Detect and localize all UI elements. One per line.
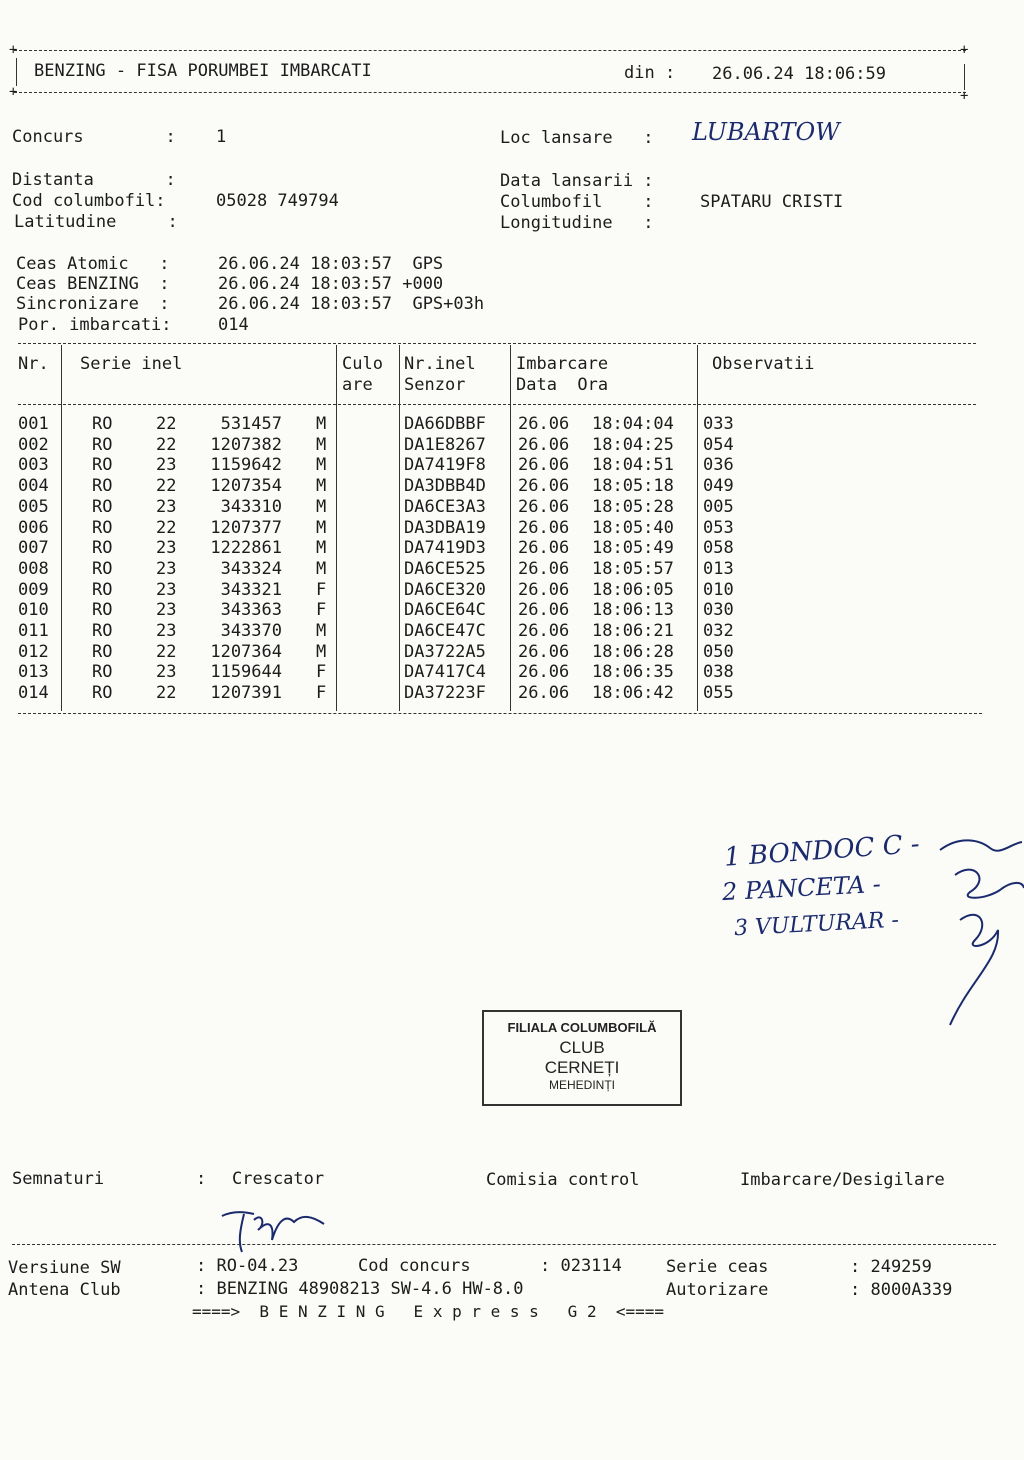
- cell-ora: 18:04:25: [592, 434, 674, 455]
- cell-nr: 010: [18, 600, 49, 621]
- ceas-atomic-label: Ceas Atomic :: [16, 254, 170, 274]
- ceas-benzing-label: Ceas BENZING :: [16, 274, 170, 294]
- header-data-ora: Data Ora: [516, 375, 609, 395]
- header-corner: +: [960, 42, 969, 58]
- cell-tara: RO: [92, 434, 113, 455]
- header-left-border: [16, 58, 17, 86]
- handwritten-note-2: 2 PANCETA -: [721, 869, 882, 907]
- signature-crescator-label: Crescator: [232, 1169, 325, 1189]
- cell-ora: 18:06:35: [592, 662, 674, 683]
- benzing-express-banner: ====> B E N Z I N G E x p r e s s G 2 <====: [192, 1302, 665, 1321]
- cell-ora: 18:06:42: [592, 683, 674, 704]
- col-sep: [61, 345, 62, 711]
- cell-an: 22: [156, 434, 177, 455]
- cell-ora: 18:04:51: [592, 455, 674, 476]
- cell-tara: RO: [92, 600, 113, 621]
- header-imbarcare: Imbarcare: [516, 354, 609, 374]
- cell-an: 23: [156, 600, 177, 621]
- cell-tara: RO: [92, 476, 113, 497]
- cell-nr: 004: [18, 476, 49, 497]
- signatures-colon: :: [196, 1169, 207, 1189]
- serie-ceas-label: Serie ceas: [666, 1257, 769, 1277]
- sincronizare-value: 26.06.24 18:03:57 GPS+03h: [218, 294, 485, 314]
- cell-an: 23: [156, 538, 177, 559]
- signatures-label: Semnaturi: [12, 1169, 105, 1189]
- cell-inel: 343324: [220, 558, 282, 579]
- cell-inel: 1159644: [210, 662, 282, 683]
- club-stamp: [482, 1010, 682, 1106]
- cell-senzor: DA37223F: [404, 683, 486, 704]
- cell-an: 23: [156, 662, 177, 683]
- cell-tara: RO: [92, 579, 113, 600]
- cell-an: 22: [156, 641, 177, 662]
- cell-data: 26.06: [518, 662, 570, 683]
- header-corner: +: [9, 42, 18, 58]
- cell-senzor: DA3722A5: [404, 641, 486, 662]
- cell-inel: 1159642: [210, 455, 282, 476]
- cell-obs: 036: [703, 455, 734, 476]
- cell-senzor: DA6CE320: [404, 579, 486, 600]
- cell-data: 26.06: [518, 538, 570, 559]
- cell-inel: 1207364: [210, 641, 282, 662]
- cell-obs: 010: [703, 579, 734, 600]
- header-right-border: [964, 64, 965, 90]
- cell-ora: 18:05:40: [592, 517, 674, 538]
- cod-concurs-value: : 023114: [540, 1256, 622, 1276]
- header-culoare: are: [342, 375, 373, 395]
- col-sep: [399, 345, 400, 711]
- cell-senzor: DA7419D3: [404, 538, 486, 559]
- loc-lansare-label: Loc lansare :: [500, 128, 654, 148]
- footer-rule: [12, 1244, 996, 1245]
- cell-tara: RO: [92, 683, 113, 704]
- cell-nr: 007: [18, 538, 49, 559]
- cell-sex: F: [316, 662, 327, 683]
- antena-club-value: : BENZING 48908213 SW-4.6 HW-8.0: [196, 1279, 524, 1299]
- cell-senzor: DA3DBB4D: [404, 476, 486, 497]
- col-sep: [336, 345, 337, 711]
- cell-data: 26.06: [518, 621, 570, 641]
- cell-data: 26.06: [518, 683, 570, 704]
- cell-data: 26.06: [518, 414, 570, 434]
- cell-nr: 003: [18, 455, 49, 476]
- antena-club-label: Antena Club: [8, 1280, 121, 1300]
- din-label: din :: [624, 63, 676, 83]
- header-observatii: Observatii: [712, 354, 815, 374]
- cell-an: 22: [156, 414, 177, 434]
- cell-obs: 033: [703, 414, 734, 434]
- cell-inel: 1207377: [210, 517, 282, 538]
- cell-sex: M: [316, 434, 327, 455]
- cell-ora: 18:06:13: [592, 600, 674, 621]
- cell-data: 26.06: [518, 579, 570, 600]
- table-header-rule: [18, 404, 976, 405]
- cell-data: 26.06: [518, 641, 570, 662]
- cell-obs: 050: [703, 641, 734, 662]
- cod-columbofil-value: 05028 749794: [216, 191, 339, 211]
- longitudine-label: Longitudine :: [500, 213, 654, 233]
- cell-inel: 343363: [220, 600, 282, 621]
- header-senzor: Senzor: [404, 375, 466, 395]
- col-sep: [510, 345, 511, 711]
- cell-sex: M: [316, 641, 327, 662]
- cell-senzor: DA6CE3A3: [404, 496, 486, 517]
- cell-nr: 002: [18, 434, 49, 455]
- cell-sex: M: [316, 517, 327, 538]
- stamp-line4: MEHEDINȚI: [549, 1078, 615, 1092]
- cell-an: 22: [156, 683, 177, 704]
- cell-tara: RO: [92, 414, 113, 434]
- cell-obs: 055: [703, 683, 734, 704]
- ceas-atomic-value: 26.06.24 18:03:57 GPS: [218, 254, 444, 274]
- handwritten-note-1: 1 BONDOC C -: [723, 829, 921, 873]
- cell-tara: RO: [92, 496, 113, 517]
- cell-inel: 1207354: [210, 476, 282, 497]
- header-corner: +: [960, 88, 969, 104]
- concurs-value: 1: [216, 127, 227, 147]
- cell-sex: M: [316, 476, 327, 497]
- cell-senzor: DA3DBA19: [404, 517, 486, 538]
- cell-sex: M: [316, 621, 327, 641]
- cell-senzor: DA6CE525: [404, 558, 486, 579]
- sincronizare-label: Sincronizare :: [16, 294, 170, 314]
- cell-sex: M: [316, 538, 327, 559]
- cell-senzor: DA6CE64C: [404, 600, 486, 621]
- distanta-label: Distanta :: [12, 170, 176, 190]
- cell-data: 26.06: [518, 558, 570, 579]
- cell-ora: 18:05:28: [592, 496, 674, 517]
- cell-tara: RO: [92, 641, 113, 662]
- cell-ora: 18:05:57: [592, 558, 674, 579]
- commission-signatures: [930, 830, 1024, 1030]
- cell-sex: F: [316, 579, 327, 600]
- cell-inel: 531457: [220, 414, 282, 434]
- cell-data: 26.06: [518, 476, 570, 497]
- cell-senzor: DA6CE47C: [404, 621, 486, 641]
- cell-an: 22: [156, 517, 177, 538]
- table-bottom-rule: [18, 713, 982, 714]
- data-lansarii-label: Data lansarii :: [500, 171, 654, 191]
- cell-nr: 009: [18, 579, 49, 600]
- cell-data: 26.06: [518, 434, 570, 455]
- cell-nr: 013: [18, 662, 49, 683]
- cell-an: 23: [156, 621, 177, 641]
- stamp-line3: CERNEȚI: [544, 1058, 620, 1077]
- columbofil-label: Columbofil :: [500, 192, 654, 212]
- cell-an: 22: [156, 476, 177, 497]
- cell-ora: 18:06:05: [592, 579, 674, 600]
- cell-an: 23: [156, 455, 177, 476]
- cell-sex: F: [316, 683, 327, 704]
- cell-inel: 343310: [220, 496, 282, 517]
- cell-senzor: DA7419F8: [404, 455, 486, 476]
- cod-concurs-label: Cod concurs: [358, 1256, 471, 1276]
- cell-senzor: DA1E8267: [404, 434, 486, 455]
- cell-nr: 008: [18, 558, 49, 579]
- autorizare-label: Autorizare: [666, 1280, 769, 1300]
- latitudine-label: Latitudine :: [14, 212, 178, 232]
- table-top-rule: [18, 343, 976, 344]
- cell-obs: 058: [703, 538, 734, 559]
- columbofil-value: SPATARU CRISTI: [700, 192, 844, 212]
- cell-inel: 343321: [220, 579, 282, 600]
- header-culoare: Culo: [342, 354, 383, 374]
- cell-tara: RO: [92, 558, 113, 579]
- cell-ora: 18:06:28: [592, 641, 674, 662]
- stamp-line2: CLUB: [559, 1038, 605, 1057]
- cell-nr: 001: [18, 414, 49, 434]
- report-title: BENZING - FISA PORUMBEI IMBARCATI: [34, 61, 372, 81]
- cell-tara: RO: [92, 621, 113, 641]
- cell-obs: 038: [703, 662, 734, 683]
- cell-nr: 006: [18, 517, 49, 538]
- col-sep: [697, 345, 698, 711]
- cod-columbofil-label: Cod columbofil:: [12, 191, 166, 211]
- cell-inel: 1207382: [210, 434, 282, 455]
- cell-nr: 005: [18, 496, 49, 517]
- cell-senzor: DA7417C4: [404, 662, 486, 683]
- cell-nr: 014: [18, 683, 49, 704]
- cell-senzor: DA66DBBF: [404, 414, 486, 434]
- cell-sex: F: [316, 600, 327, 621]
- cell-data: 26.06: [518, 455, 570, 476]
- stamp-line1: FILIALA COLUMBOFILĂ: [507, 1020, 657, 1035]
- cell-nr: 012: [18, 641, 49, 662]
- por-imbarcati-value: 014: [218, 315, 249, 335]
- cell-an: 23: [156, 558, 177, 579]
- cell-obs: 032: [703, 621, 734, 641]
- cell-tara: RO: [92, 455, 113, 476]
- cell-data: 26.06: [518, 600, 570, 621]
- cell-ora: 18:06:21: [592, 621, 674, 641]
- cell-sex: M: [316, 455, 327, 476]
- cell-an: 23: [156, 496, 177, 517]
- cell-an: 23: [156, 579, 177, 600]
- concurs-label: Concurs :: [12, 127, 176, 147]
- cell-data: 26.06: [518, 517, 570, 538]
- cell-tara: RO: [92, 662, 113, 683]
- cell-obs: 030: [703, 600, 734, 621]
- header-bottom-rule: [14, 92, 966, 93]
- cell-ora: 18:04:04: [592, 414, 674, 434]
- header-nr: Nr.: [18, 354, 49, 374]
- serie-ceas-value: : 249259: [850, 1257, 932, 1277]
- cell-ora: 18:05:18: [592, 476, 674, 497]
- cell-obs: 005: [703, 496, 734, 517]
- header-top-rule: [14, 50, 966, 51]
- cell-tara: RO: [92, 538, 113, 559]
- cell-nr: 011: [18, 621, 49, 641]
- ceas-benzing-value: 26.06.24 18:03:57 +000: [218, 274, 444, 294]
- cell-obs: 054: [703, 434, 734, 455]
- por-imbarcati-label: Por. imbarcati:: [18, 315, 172, 335]
- header-corner: +: [9, 84, 18, 100]
- signature-imbarcare-label: Imbarcare/Desigilare: [740, 1170, 945, 1190]
- loc-lansare-value: LUBARTOW: [692, 118, 840, 146]
- cell-ora: 18:05:49: [592, 538, 674, 559]
- header-serie-inel: Serie inel: [80, 354, 183, 374]
- versiune-sw-label: Versiune SW: [8, 1258, 121, 1278]
- cell-obs: 049: [703, 476, 734, 497]
- signature-comisia-label: Comisia control: [486, 1170, 640, 1190]
- cell-inel: 343370: [220, 621, 282, 641]
- cell-obs: 013: [703, 558, 734, 579]
- header-nr-inel: Nr.inel: [404, 354, 476, 374]
- autorizare-value: : 8000A339: [850, 1280, 953, 1300]
- crescator-signature: [214, 1200, 330, 1256]
- versiune-sw-value: : RO-04.23: [196, 1256, 299, 1276]
- cell-sex: M: [316, 558, 327, 579]
- cell-obs: 053: [703, 517, 734, 538]
- cell-sex: M: [316, 496, 327, 517]
- handwritten-note-3: 3 VULTURAR -: [733, 907, 900, 942]
- cell-data: 26.06: [518, 496, 570, 517]
- din-value: 26.06.24 18:06:59: [712, 64, 886, 84]
- cell-tara: RO: [92, 517, 113, 538]
- cell-inel: 1222861: [210, 538, 282, 559]
- cell-sex: M: [316, 414, 327, 434]
- cell-inel: 1207391: [210, 683, 282, 704]
